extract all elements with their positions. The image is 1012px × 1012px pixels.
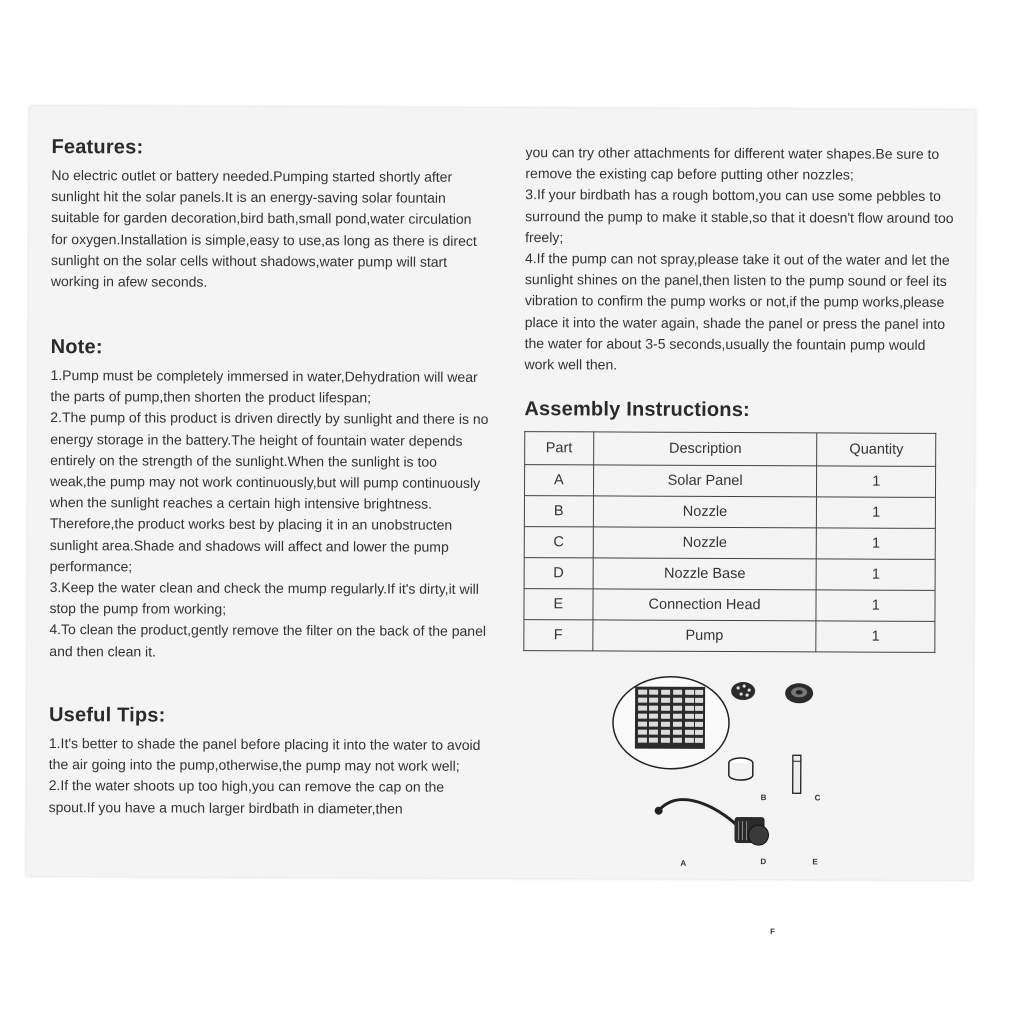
cell-part: F [524, 620, 593, 651]
parts-table-header [525, 432, 936, 467]
tips-heading: Useful Tips: [48, 704, 166, 727]
cell-description: Nozzle Base [593, 558, 817, 590]
col-part: Part [525, 432, 594, 465]
col-description: Description [593, 432, 817, 466]
note-item-4: 4.To clean the product,gently remove the filter on the back of the panel and then clean it. [49, 621, 487, 660]
solar-panel-illustration [613, 676, 729, 769]
tip-continued-1: you can try other attachments for different water shapes.Be sure to remove the existing cap before putting other nozzles; [525, 144, 940, 183]
cell-description: Nozzle [593, 527, 817, 559]
cell-description: Pump [592, 620, 816, 652]
cell-part: C [524, 527, 593, 558]
nozzle-b-illustration [731, 682, 755, 700]
right-column [524, 108, 956, 937]
tips-section [49, 704, 489, 820]
cell-part: A [524, 465, 593, 496]
cell-description: Nozzle [593, 496, 817, 528]
cell-description: Solar Panel [593, 465, 817, 497]
pump-illustration [654, 800, 768, 846]
tip-item-2: 2.If the water shoots up too high,you can remove the cap on the spout.If you have a much larger birdbath in diameter,then [48, 777, 445, 817]
features-section [51, 136, 492, 294]
table-row [524, 589, 935, 622]
tip-continued-3: 4.If the pump can not spray,please take it out of the water and let the sunlight shines on the panel,then listen to the pump sound or feel its vibration to confirm the pump works or not,if the pump works,please place it into the water again, shade the panel or press the panel into the water for about 3-5 seconds,usually the fountain pump would work well then. [524, 250, 950, 373]
cell-quantity: 1 [817, 559, 936, 591]
nozzle-c-illustration [785, 683, 813, 703]
table-row [524, 620, 935, 653]
assembly-section [523, 398, 954, 653]
diagram-label-d: D [760, 857, 767, 867]
note-item-2: 2.The pump of this product is driven directly by sunlight and there is no energy storage in the battery.The height of fountain water depends entirely on the strength of the sunlight.When the sunlight is too weak,the pump may not work continuously,but will pump continuously when the sunlight reaches a certain high intensive brightness. Therefore,the product works best by placing it in an unobstructen sunlight area.Shade and shadows will affect and lower the pump performance; [49, 409, 489, 575]
diagram-label-a: A [680, 858, 687, 868]
assembly-heading: Assembly Instructions: [524, 398, 750, 422]
instruction-sheet [26, 106, 975, 937]
parts-table [523, 431, 936, 653]
cell-description: Connection Head [593, 589, 817, 621]
cell-quantity: 1 [816, 590, 935, 622]
tip-continued-2: 3.If your birdbath has a rough bottom,you can use some pebbles to surround the pump to make it stable,so that it doesn't flow around too freely; [525, 186, 954, 246]
cell-quantity: 1 [817, 466, 936, 498]
diagram-label-f: F [770, 927, 775, 937]
note-item-1: 1.Pump must be completely immersed in water,Dehydration will wear the parts of pump,then shorten the product lifespan; [50, 367, 478, 406]
table-row [524, 496, 935, 529]
cell-quantity: 1 [817, 528, 936, 560]
left-column [48, 106, 492, 817]
col-quantity: Quantity [817, 433, 936, 467]
diagram-label-e: E [812, 857, 818, 867]
cell-part: D [524, 558, 593, 589]
tips-continued [525, 142, 956, 377]
table-row [524, 465, 935, 498]
table-row [524, 527, 935, 560]
diagram-label-b: B [760, 793, 767, 803]
features-body: No electric outlet or battery needed.Pumping started shortly after sunlight hit the solar panels.It is an energy-saving solar fountain suitable for garden decoration,bird bath,small pond,water circulation for oxygen.Installation is simple,easy to use,as long as there is direct sunlight on the solar cells without shadows,water pump will start working in afew seconds. [50, 167, 477, 290]
note-heading: Note: [50, 336, 103, 359]
note-section [49, 336, 490, 664]
cell-part: B [524, 496, 593, 527]
cell-quantity: 1 [817, 497, 936, 529]
tip-item-1: 1.It's better to shade the panel before placing it into the water to avoid the air going into the pump,otherwise,the pump may not work well; [48, 735, 481, 775]
connection-head-illustration [793, 755, 801, 793]
cell-quantity: 1 [816, 621, 935, 653]
nozzle-base-illustration [729, 758, 753, 780]
features-heading: Features: [51, 136, 144, 159]
table-row [524, 558, 935, 591]
cell-part: E [524, 589, 593, 620]
parts-illustration [522, 664, 953, 866]
parts-diagram [522, 664, 953, 937]
diagram-label-c: C [814, 793, 821, 803]
note-item-3: 3.Keep the water clean and check the mump regularly.If it's dirty,it will stop the pump from working; [49, 579, 479, 618]
